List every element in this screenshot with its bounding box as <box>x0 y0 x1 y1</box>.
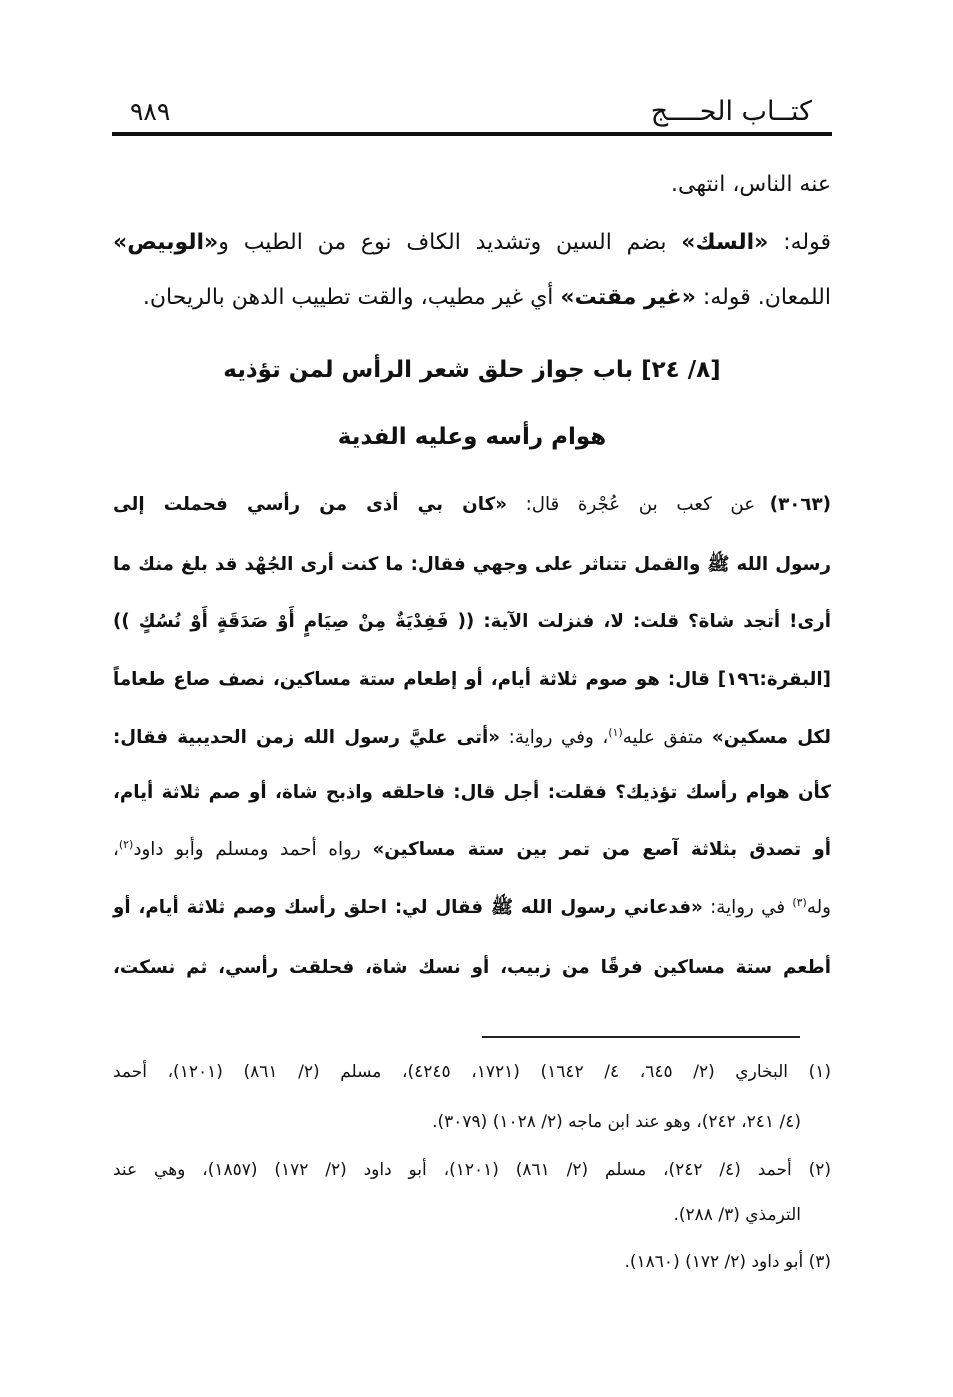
footnote-text: (٤/ ٢٤١، ٢٤٢)، وهو عند ابن ماجه (٢/ ١٠٢٨) (٣٠٧٩). <box>432 1112 801 1132</box>
narration-intro: عن كعب بن عُجْرة قال: <box>506 494 756 515</box>
chapter-heading-text: هوام رأسه وعليه الفدية <box>337 424 607 450</box>
hadith-line-6 <box>113 768 831 818</box>
footnote-separator <box>482 1036 800 1038</box>
glossed-term: «السك» <box>681 230 769 255</box>
commentary-line-2 <box>113 218 831 268</box>
source-attribution: في رواية: <box>702 897 793 918</box>
hadith-line-8 <box>113 883 831 933</box>
source-attribution: ، <box>113 839 119 860</box>
commentary-line-3 <box>113 273 831 323</box>
commentary-text: بضم السين وتشديد الكاف نوع من الطيب و <box>218 230 682 255</box>
hadith-line-7 <box>113 825 831 875</box>
glossed-term: «الوبيص» <box>113 230 219 255</box>
hadith-quote: رسول الله ﷺ والقمل تتناثر على وجهي فقال: ما كنت أرى الجُهْد قد بلغ منك ما <box>113 554 831 575</box>
hadith-quote: أو تصدق بثلاثة آصع من تمر بين ستة مساكين» <box>372 839 831 860</box>
footnote-1-line-2 <box>113 1102 831 1142</box>
footnote-text: (٣) أبو داود (٢/ ١٧٢) (١٨٦٠). <box>624 1252 831 1272</box>
hadith-quote: أرى! أتجد شاة؟ قلت: لا، فنزلت الآية: (( فَفِدْيَةٌ مِنْ صِيَامٍ أَوْ صَدَقَةٍ أَوْ نُسُكٍ )) <box>113 611 831 632</box>
footnote-text: الترمذي (٣/ ٢٨٨). <box>673 1205 801 1225</box>
running-head-title: كتــاب الحــــج <box>650 96 812 127</box>
hadith-line-3 <box>113 597 831 647</box>
commentary-text: عنه الناس، انتهى. <box>670 172 831 197</box>
hadith-number: (٣٠٦٣) <box>769 494 831 515</box>
hadith-quote: [البقرة:١٩٦] قال: هو صوم ثلاثة أيام، أو إطعام ستة مساكين، نصف صاع طعاماً <box>113 669 831 690</box>
footnote-ref: (٣) <box>792 895 807 909</box>
footnote-2-line-1 <box>113 1150 831 1190</box>
source-attribution: وله <box>806 897 831 918</box>
hadith-quote: «كان بي أذى من رأسي فحملت إلى <box>113 494 507 515</box>
hadith-quote: لكل مسكين» <box>711 727 831 748</box>
footnote-2-line-2 <box>113 1195 831 1235</box>
hadith-line-2 <box>113 540 831 590</box>
footnote-text: (١) البخاري (٢/ ٦٤٥، ٤/ ١٦٤٢) (١٧٢١، ٤٢٤٥)، مسلم (٢/ ٨٦١) (١٢٠١)، أحمد <box>113 1062 832 1082</box>
page-number: ٩٨٩ <box>130 97 171 126</box>
chapter-heading-text: [٨/ ٢٤] باب جواز حلق شعر الرأس لمن تؤذيه <box>223 357 721 383</box>
hadith-quote: «أتى عليَّ رسول الله زمن الحديبية فقال: <box>113 727 501 748</box>
commentary-text: أي غير مطيب، والقت تطييب الدهن بالريحان. <box>142 285 561 310</box>
hadith-line-9 <box>113 943 831 993</box>
header-rule <box>112 132 832 136</box>
footnote-text: (٢) أحمد (٤/ ٢٤٢)، مسلم (٢/ ٨٦١) (١٢٠١)، أبو داود (٢/ ١٧٢) (١٨٥٧)، وهي عند <box>113 1160 831 1180</box>
source-attribution: متفق عليه <box>622 727 712 748</box>
footnote-1-line-1 <box>113 1052 831 1092</box>
chapter-heading-line-2 <box>113 412 831 462</box>
hadith-line-5 <box>113 713 831 763</box>
hadith-quote: أطعم ستة مساكين فرقًا من زبيب، أو نسك شاة، فحلقت رأسي، ثم نسكت، <box>113 957 831 978</box>
footnote-ref: (١) <box>608 725 623 739</box>
commentary-text: اللمعان. قوله: <box>695 285 831 310</box>
glossed-term: «غير مقتت» <box>560 285 696 310</box>
source-attribution: رواه أحمد ومسلم وأبو داود <box>133 839 373 860</box>
footnote-3-line-1 <box>113 1242 831 1282</box>
chapter-heading-line-1 <box>113 345 831 395</box>
hadith-line-1 <box>113 480 831 530</box>
source-attribution: ، وفي رواية: <box>500 727 609 748</box>
hadith-quote: «فدعاني رسول الله ﷺ فقال لي: احلق رأسك وصم ثلاثة أيام، أو <box>113 897 703 918</box>
commentary-line-1 <box>113 160 831 210</box>
hadith-quote: كأن هوام رأسك تؤذيك؟ فقلت: أجل قال: فاحلقه واذبح شاة، أو صم ثلاثة أيام، <box>113 782 831 803</box>
commentary-text: قوله: <box>768 230 831 255</box>
hadith-line-4 <box>113 655 831 705</box>
footnote-ref: (٢) <box>118 837 134 851</box>
